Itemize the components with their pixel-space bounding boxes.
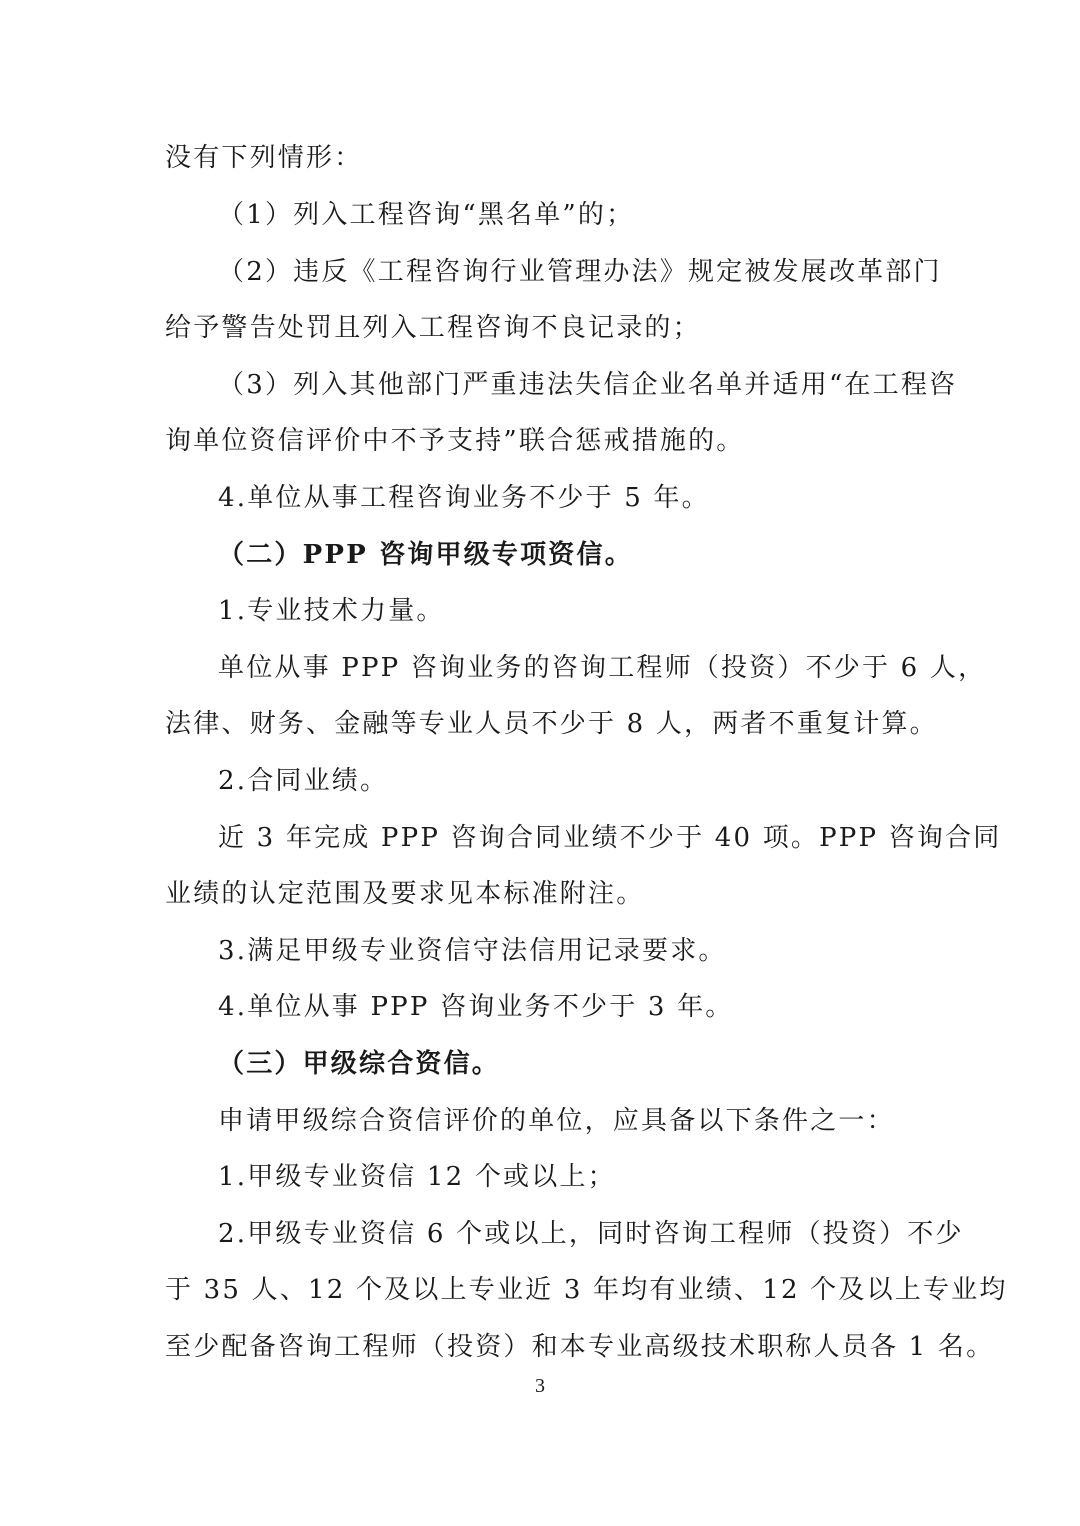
text-line-3: （2）违反《工程咨询行业管理办法》规定被发展改革部门 xyxy=(218,257,942,287)
text-line-16: 4.单位从事 PPP 咨询业务不少于 3 年。 xyxy=(218,992,734,1022)
text-line-22: 至少配备咨询工程师（投资）和本专业高级技术职称人员各 1 名。 xyxy=(165,1332,995,1362)
text-line-15: 3.满足甲级专业资信守法信用记录要求。 xyxy=(218,936,727,966)
page-number: 3 xyxy=(535,1375,545,1397)
text-line-11: 法律、财务、金融等专业人员不少于 8 人，两者不重复计算。 xyxy=(165,709,938,739)
text-line-12: 2.合同业绩。 xyxy=(218,766,389,796)
text-line-9: 1.专业技术力量。 xyxy=(218,596,445,626)
text-line-19: 1.甲级专业资信 12 个或以上； xyxy=(218,1162,616,1192)
text-line-4: 给予警告处罚且列入工程咨询不良记录的； xyxy=(165,313,701,343)
text-line-14: 业绩的认定范围及要求见本标准附注。 xyxy=(165,879,645,909)
section-heading-3: （三）甲级综合资信。 xyxy=(218,1049,501,1079)
text-line-6: 询单位资信评价中不予支持”联合惩戒措施的。 xyxy=(165,426,745,456)
text-line-1: 没有下列情形： xyxy=(165,143,363,173)
text-line-13: 近 3 年完成 PPP 咨询合同业绩不少于 40 项。PPP 咨询合同 xyxy=(218,823,1002,853)
text-line-18: 申请甲级综合资信评价的单位，应具备以下条件之一： xyxy=(218,1106,895,1136)
text-line-5: （3）列入其他部门严重违法失信企业名单并适用“在工程咨 xyxy=(218,370,958,400)
text-line-21: 于 35 人、12 个及以上专业近 3 年均有业绩、12 个及以上专业均 xyxy=(165,1275,1008,1305)
text-line-20: 2.甲级专业资信 6 个或以上，同时咨询工程师（投资）不少 xyxy=(218,1219,964,1249)
text-line-10: 单位从事 PPP 咨询业务的咨询工程师（投资）不少于 6 人， xyxy=(218,653,987,683)
section-heading-2: （二）PPP 咨询甲级专项资信。 xyxy=(218,540,633,570)
text-line-7: 4.单位从事工程咨询业务不少于 5 年。 xyxy=(218,483,710,513)
text-line-2: （1）列入工程咨询“黑名单”的； xyxy=(218,200,635,230)
